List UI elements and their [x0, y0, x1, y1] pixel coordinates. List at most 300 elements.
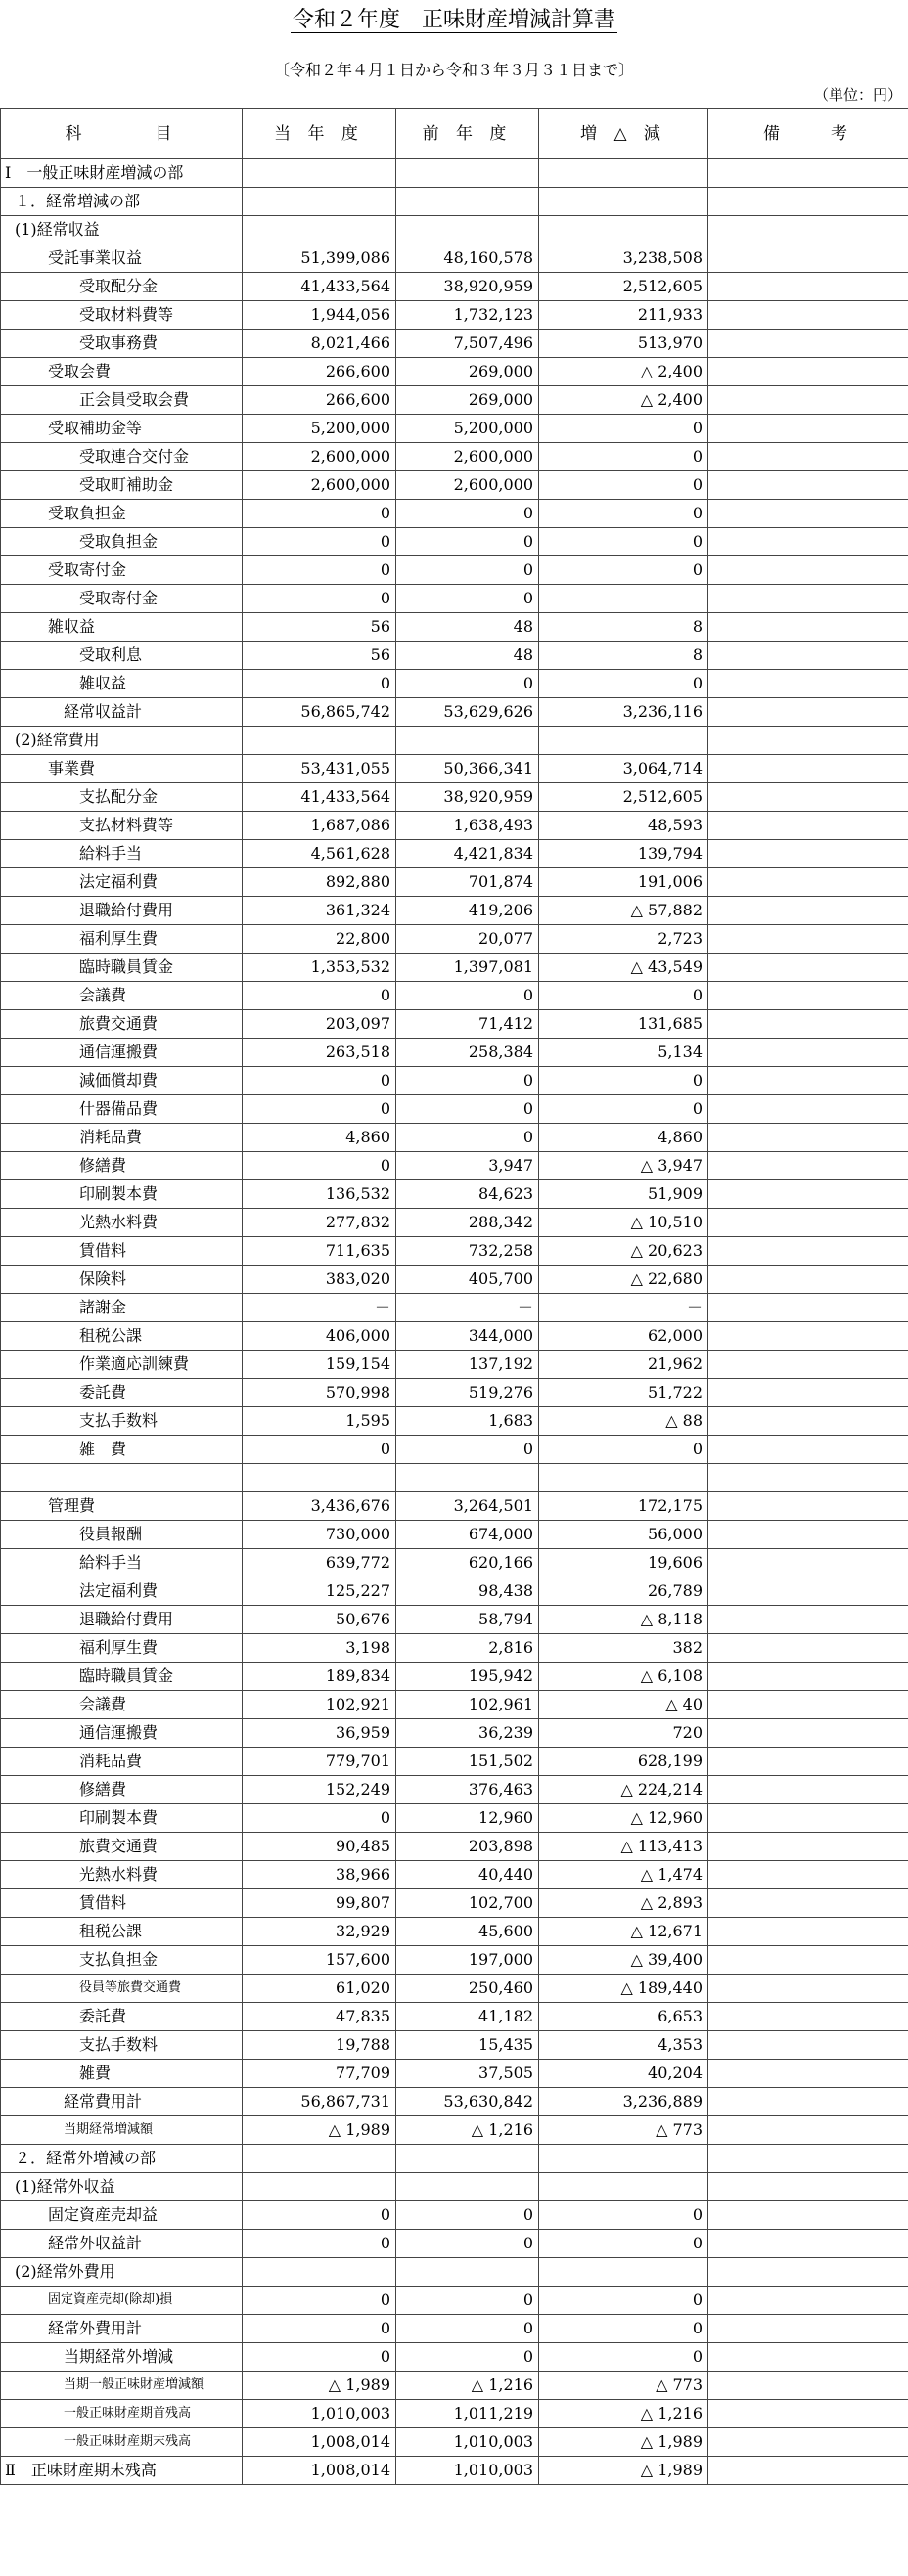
table-row [1, 2201, 908, 2230]
row-change-value: － [539, 1294, 708, 1322]
row-change-value: 56,000 [539, 1521, 708, 1549]
table-row [1, 2003, 908, 2031]
table-row [1, 698, 908, 727]
table-row [1, 2372, 908, 2400]
row-remarks [708, 670, 908, 698]
row-remarks [708, 954, 908, 982]
row-remarks [708, 2287, 908, 2315]
table-row [1, 471, 908, 500]
row-label: 経常外費用計 [1, 2315, 243, 2343]
row-change-value: 139,794 [539, 840, 708, 868]
row-label: Ⅰ 一般正味財産増減の部 [1, 159, 243, 188]
row-current-value: 0 [243, 2343, 396, 2372]
table-row [1, 2173, 908, 2201]
row-remarks [708, 2060, 908, 2088]
row-label: 租税公課 [1, 1918, 243, 1946]
row-remarks [708, 528, 908, 556]
table-row [1, 1918, 908, 1946]
row-label: 旅費交通費 [1, 1833, 243, 1861]
row-remarks [708, 273, 908, 301]
row-label: 役員等旅費交通費 [1, 1975, 243, 2003]
row-label: 一般正味財産期末残高 [1, 2428, 243, 2457]
row-label: 受取補助金等 [1, 415, 243, 443]
row-previous-value: 5,200,000 [396, 415, 539, 443]
row-label: 法定福利費 [1, 1577, 243, 1606]
row-previous-value: 7,507,496 [396, 330, 539, 358]
row-previous-value: 2,600,000 [396, 471, 539, 500]
row-remarks [708, 1095, 908, 1124]
row-current-value: 0 [243, 982, 396, 1010]
row-change-value: 131,685 [539, 1010, 708, 1039]
row-current-value: 56 [243, 613, 396, 642]
table-row [1, 925, 908, 954]
row-previous-value: 12,960 [396, 1804, 539, 1833]
row-previous-value: 53,629,626 [396, 698, 539, 727]
table-row [1, 216, 908, 244]
row-label: Ⅱ 正味財産期末残高 [1, 2457, 243, 2485]
table-row [1, 244, 908, 273]
row-remarks [708, 1010, 908, 1039]
table-row [1, 1577, 908, 1606]
row-remarks [708, 1039, 908, 1067]
row-previous-value: 102,961 [396, 1691, 539, 1719]
row-change-value: △ 1,474 [539, 1861, 708, 1889]
table-row [1, 1804, 908, 1833]
table-row [1, 1521, 908, 1549]
row-previous-value: 84,623 [396, 1180, 539, 1209]
row-current-value: 892,880 [243, 868, 396, 897]
row-previous-value: 53,630,842 [396, 2088, 539, 2116]
row-remarks [708, 1436, 908, 1464]
row-change-value: △ 3,947 [539, 1152, 708, 1180]
row-current-value: 56 [243, 642, 396, 670]
row-label: (1)経常外収益 [1, 2173, 243, 2201]
row-remarks [708, 840, 908, 868]
row-current-value: 1,008,014 [243, 2457, 396, 2485]
row-remarks [708, 1521, 908, 1549]
row-label: 雑収益 [1, 670, 243, 698]
row-current-value: 1,010,003 [243, 2400, 396, 2428]
row-previous-value: 3,947 [396, 1152, 539, 1180]
table-row [1, 1889, 908, 1918]
row-label: 光熱水料費 [1, 1209, 243, 1237]
row-remarks [708, 2031, 908, 2060]
row-label: 受取寄付金 [1, 585, 243, 613]
row-current-value: 0 [243, 2230, 396, 2258]
row-current-value: 4,561,628 [243, 840, 396, 868]
row-remarks [708, 1889, 908, 1918]
table-row [1, 2145, 908, 2173]
row-current-value: 0 [243, 1436, 396, 1464]
row-previous-value: 41,182 [396, 2003, 539, 2031]
row-change-value: 21,962 [539, 1351, 708, 1379]
row-remarks [708, 1663, 908, 1691]
row-previous-value: 0 [396, 528, 539, 556]
row-label: 修繕費 [1, 1776, 243, 1804]
row-change-value: 628,199 [539, 1748, 708, 1776]
table-row [1, 1237, 908, 1266]
row-current-value: 38,966 [243, 1861, 396, 1889]
row-previous-value: 419,206 [396, 897, 539, 925]
row-label: 委託費 [1, 2003, 243, 2031]
row-label: 通信運搬費 [1, 1719, 243, 1748]
row-previous-value: 0 [396, 1067, 539, 1095]
row-previous-value: 197,000 [396, 1946, 539, 1975]
table-row [1, 1379, 908, 1407]
row-current-value: 36,959 [243, 1719, 396, 1748]
table-row [1, 670, 908, 698]
table-row [1, 868, 908, 897]
row-label: 消耗品費 [1, 1124, 243, 1152]
row-change-value: 0 [539, 2315, 708, 2343]
row-previous-value: 45,600 [396, 1918, 539, 1946]
table-row [1, 2230, 908, 2258]
row-previous-value: 376,463 [396, 1776, 539, 1804]
row-label: 支払負担金 [1, 1946, 243, 1975]
row-previous-value: 1,638,493 [396, 812, 539, 840]
row-label: 経常費用計 [1, 2088, 243, 2116]
row-change-value: 40,204 [539, 2060, 708, 2088]
row-previous-value: 15,435 [396, 2031, 539, 2060]
row-current-value: 0 [243, 585, 396, 613]
row-current-value: 203,097 [243, 1010, 396, 1039]
row-change-value: △ 57,882 [539, 897, 708, 925]
row-remarks [708, 2003, 908, 2031]
row-change-value: 2,512,605 [539, 273, 708, 301]
row-remarks [708, 1918, 908, 1946]
row-current-value: 41,433,564 [243, 273, 396, 301]
row-remarks [708, 358, 908, 386]
row-remarks [708, 2400, 908, 2428]
row-change-value: 0 [539, 528, 708, 556]
row-previous-value: 0 [396, 2287, 539, 2315]
row-change-value: △ 773 [539, 2372, 708, 2400]
table-row [1, 2343, 908, 2372]
table-row [1, 386, 908, 415]
row-label: 受取配分金 [1, 273, 243, 301]
row-previous-value: 258,384 [396, 1039, 539, 1067]
row-previous-value [396, 188, 539, 216]
row-previous-value [396, 216, 539, 244]
row-remarks [708, 159, 908, 188]
row-remarks [708, 386, 908, 415]
table-row [1, 2088, 908, 2116]
row-remarks [708, 982, 908, 1010]
row-change-value: △ 1,989 [539, 2457, 708, 2485]
row-previous-value [396, 2258, 539, 2287]
row-change-value [539, 188, 708, 216]
row-label: 受取利息 [1, 642, 243, 670]
row-label: (2)経常費用 [1, 727, 243, 755]
row-current-value: 277,832 [243, 1209, 396, 1237]
row-change-value: 0 [539, 556, 708, 585]
row-previous-value [396, 2145, 539, 2173]
header-row [1, 109, 908, 159]
row-current-value: 51,399,086 [243, 244, 396, 273]
table-row [1, 1039, 908, 1067]
table-row [1, 2287, 908, 2315]
table-row [1, 1492, 908, 1521]
table-row [1, 1152, 908, 1180]
row-current-value: 0 [243, 1804, 396, 1833]
row-previous-value: 0 [396, 670, 539, 698]
row-current-value: △ 1,989 [243, 2372, 396, 2400]
row-current-value: 1,008,014 [243, 2428, 396, 2457]
row-current-value: 8,021,466 [243, 330, 396, 358]
row-current-value: 711,635 [243, 1237, 396, 1266]
row-previous-value: 137,192 [396, 1351, 539, 1379]
table-row [1, 301, 908, 330]
row-label: 受取連合交付金 [1, 443, 243, 471]
table-row [1, 1946, 908, 1975]
row-previous-value: 519,276 [396, 1379, 539, 1407]
header-subject: 科 目 [1, 109, 243, 159]
row-label: 租税公課 [1, 1322, 243, 1351]
row-change-value: 0 [539, 2343, 708, 2372]
table-row [1, 897, 908, 925]
row-change-value: △ 2,400 [539, 358, 708, 386]
row-remarks [708, 925, 908, 954]
row-label: 当期経常増減額 [1, 2116, 243, 2145]
row-label: 受取町補助金 [1, 471, 243, 500]
table-row [1, 556, 908, 585]
row-label: 臨時職員賃金 [1, 1663, 243, 1691]
row-previous-value: 0 [396, 982, 539, 1010]
row-current-value [243, 2258, 396, 2287]
row-remarks [708, 698, 908, 727]
row-current-value: 53,431,055 [243, 755, 396, 783]
row-previous-value: 195,942 [396, 1663, 539, 1691]
row-change-value: 172,175 [539, 1492, 708, 1521]
row-change-value: 0 [539, 1067, 708, 1095]
row-current-value: 4,860 [243, 1124, 396, 1152]
row-current-value [243, 2145, 396, 2173]
row-change-value: 3,064,714 [539, 755, 708, 783]
row-remarks [708, 1946, 908, 1975]
row-remarks [708, 1748, 908, 1776]
row-label: 支払配分金 [1, 783, 243, 812]
row-previous-value: 0 [396, 2230, 539, 2258]
table-row [1, 159, 908, 188]
table-row [1, 528, 908, 556]
row-remarks [708, 1804, 908, 1833]
row-change-value: 0 [539, 1436, 708, 1464]
row-remarks [708, 2116, 908, 2145]
row-current-value: 406,000 [243, 1322, 396, 1351]
row-previous-value: 71,412 [396, 1010, 539, 1039]
row-change-value: △ 189,440 [539, 1975, 708, 2003]
row-label: 印刷製本費 [1, 1804, 243, 1833]
row-change-value: △ 40 [539, 1691, 708, 1719]
row-remarks [708, 1975, 908, 2003]
row-label: 受取材料費等 [1, 301, 243, 330]
row-previous-value: － [396, 1294, 539, 1322]
row-previous-value: 620,166 [396, 1549, 539, 1577]
row-remarks [708, 1464, 908, 1492]
row-label: 受取負担金 [1, 500, 243, 528]
row-current-value [243, 159, 396, 188]
row-remarks [708, 783, 908, 812]
table-row [1, 1294, 908, 1322]
row-current-value: 1,595 [243, 1407, 396, 1436]
row-remarks [708, 2201, 908, 2230]
row-current-value: － [243, 1294, 396, 1322]
row-current-value [243, 2173, 396, 2201]
table-row [1, 1748, 908, 1776]
row-previous-value: 288,342 [396, 1209, 539, 1237]
row-label: 受託事業収益 [1, 244, 243, 273]
row-current-value: 263,518 [243, 1039, 396, 1067]
row-change-value: 8 [539, 642, 708, 670]
row-label: 什器備品費 [1, 1095, 243, 1124]
row-remarks [708, 1407, 908, 1436]
row-remarks [708, 2173, 908, 2201]
row-remarks [708, 1322, 908, 1351]
row-change-value: 48,593 [539, 812, 708, 840]
row-previous-value: 0 [396, 2343, 539, 2372]
row-change-value: △ 2,893 [539, 1889, 708, 1918]
row-change-value: 0 [539, 500, 708, 528]
row-current-value: △ 1,989 [243, 2116, 396, 2145]
row-change-value: 0 [539, 471, 708, 500]
row-previous-value: 0 [396, 500, 539, 528]
row-current-value: 19,788 [243, 2031, 396, 2060]
row-current-value: 41,433,564 [243, 783, 396, 812]
row-remarks [708, 471, 908, 500]
row-label: 雑費 [1, 2060, 243, 2088]
row-current-value: 2,600,000 [243, 443, 396, 471]
row-remarks [708, 1351, 908, 1379]
row-current-value: 152,249 [243, 1776, 396, 1804]
row-change-value: 3,236,116 [539, 698, 708, 727]
row-current-value: 5,200,000 [243, 415, 396, 443]
row-remarks [708, 2145, 908, 2173]
row-label: 支払手数料 [1, 2031, 243, 2060]
table-row [1, 2031, 908, 2060]
row-current-value: 56,867,731 [243, 2088, 396, 2116]
row-current-value: 47,835 [243, 2003, 396, 2031]
row-label: 正会員受取会費 [1, 386, 243, 415]
row-remarks [708, 330, 908, 358]
row-current-value: 157,600 [243, 1946, 396, 1975]
row-previous-value: 37,505 [396, 2060, 539, 2088]
row-label: 管理費 [1, 1492, 243, 1521]
row-change-value: 6,653 [539, 2003, 708, 2031]
row-label: 役員報酬 [1, 1521, 243, 1549]
row-remarks [708, 2372, 908, 2400]
row-current-value: 0 [243, 556, 396, 585]
table-row [1, 1067, 908, 1095]
row-label: 給料手当 [1, 1549, 243, 1577]
row-label: (2)経常外費用 [1, 2258, 243, 2287]
row-label: 事業費 [1, 755, 243, 783]
row-previous-value: △ 1,216 [396, 2372, 539, 2400]
table-row [1, 840, 908, 868]
row-label: 受取負担金 [1, 528, 243, 556]
row-previous-value: 250,460 [396, 1975, 539, 2003]
row-change-value: △ 39,400 [539, 1946, 708, 1975]
row-current-value: 0 [243, 2287, 396, 2315]
row-label: 固定資産売却益 [1, 2201, 243, 2230]
row-change-value: △ 20,623 [539, 1237, 708, 1266]
row-remarks [708, 216, 908, 244]
row-remarks [708, 642, 908, 670]
row-current-value: 90,485 [243, 1833, 396, 1861]
row-current-value: 266,600 [243, 358, 396, 386]
row-current-value: 50,676 [243, 1606, 396, 1634]
row-current-value: 0 [243, 2201, 396, 2230]
row-previous-value: 203,898 [396, 1833, 539, 1861]
table-row [1, 1861, 908, 1889]
row-current-value: 2,600,000 [243, 471, 396, 500]
table-row [1, 2060, 908, 2088]
table-row [1, 1124, 908, 1152]
row-current-value: 159,154 [243, 1351, 396, 1379]
row-current-value: 22,800 [243, 925, 396, 954]
row-remarks [708, 1180, 908, 1209]
table-row [1, 273, 908, 301]
row-remarks [708, 2088, 908, 2116]
header-current: 当 年 度 [243, 109, 396, 159]
table-row [1, 1833, 908, 1861]
row-previous-value: 40,440 [396, 1861, 539, 1889]
row-previous-value: 701,874 [396, 868, 539, 897]
row-current-value: 361,324 [243, 897, 396, 925]
table-row [1, 358, 908, 386]
row-current-value: 102,921 [243, 1691, 396, 1719]
statement-body [1, 159, 908, 2485]
row-change-value [539, 2258, 708, 2287]
row-change-value: 5,134 [539, 1039, 708, 1067]
header-remarks: 備 考 [708, 109, 908, 159]
row-previous-value: 38,920,959 [396, 273, 539, 301]
row-label: 修繕費 [1, 1152, 243, 1180]
row-current-value: 1,687,086 [243, 812, 396, 840]
row-label: 通信運搬費 [1, 1039, 243, 1067]
row-current-value [243, 188, 396, 216]
row-change-value: △ 113,413 [539, 1833, 708, 1861]
row-change-value: △ 88 [539, 1407, 708, 1436]
row-previous-value: 98,438 [396, 1577, 539, 1606]
row-change-value: △ 2,400 [539, 386, 708, 415]
table-row [1, 1010, 908, 1039]
table-row [1, 613, 908, 642]
row-label: 旅費交通費 [1, 1010, 243, 1039]
row-current-value: 1,353,532 [243, 954, 396, 982]
row-previous-value: 269,000 [396, 386, 539, 415]
table-row [1, 1351, 908, 1379]
row-change-value [539, 2145, 708, 2173]
row-label: 退職給付費用 [1, 1606, 243, 1634]
row-previous-value [396, 1464, 539, 1492]
row-remarks [708, 812, 908, 840]
row-remarks [708, 727, 908, 755]
row-current-value: 570,998 [243, 1379, 396, 1407]
row-current-value: 189,834 [243, 1663, 396, 1691]
row-previous-value: 1,683 [396, 1407, 539, 1436]
row-label: 福利厚生費 [1, 1634, 243, 1663]
table-row [1, 1975, 908, 2003]
row-label: 臨時職員賃金 [1, 954, 243, 982]
row-change-value: 720 [539, 1719, 708, 1748]
table-row [1, 982, 908, 1010]
row-label: 当期経常外増減 [1, 2343, 243, 2372]
row-change-value: 382 [539, 1634, 708, 1663]
row-previous-value: 3,264,501 [396, 1492, 539, 1521]
row-label: 会議費 [1, 1691, 243, 1719]
table-row [1, 1407, 908, 1436]
row-change-value: 19,606 [539, 1549, 708, 1577]
